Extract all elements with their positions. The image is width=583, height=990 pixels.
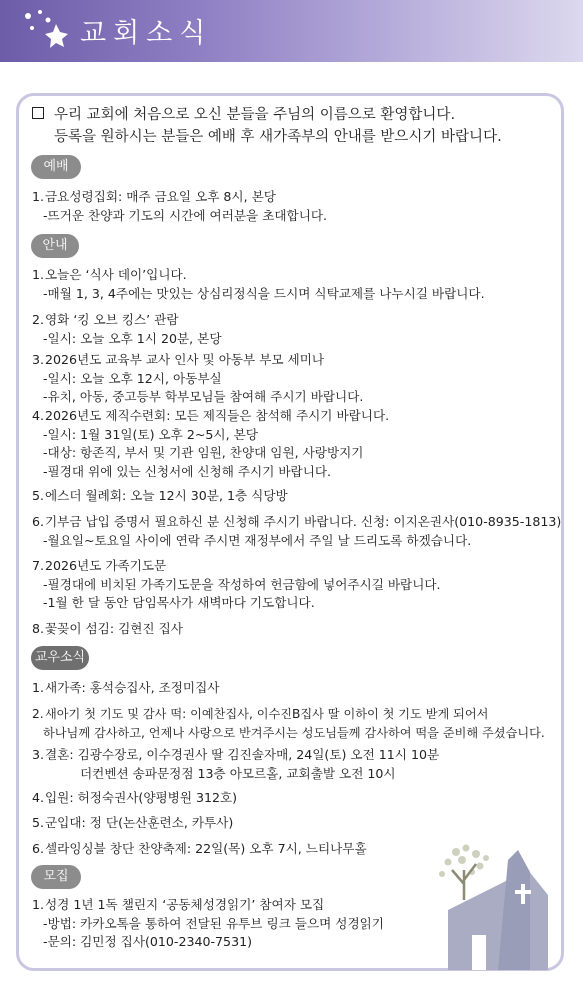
list-item: 8.꽃꽂이 섬김: 김현진 집사	[32, 621, 183, 636]
section-badge-members: 교우소식	[31, 646, 89, 670]
intro-line: 등록을 원하시는 분들은 예배 후 새가족부의 안내를 받으시기 바랍니다.	[54, 129, 502, 145]
sparkle-icon	[18, 6, 78, 54]
list-item: 2.영화 ‘킹 오브 킹스’ 관람 -일시: 오늘 오후 1시 20분, 본당	[32, 312, 222, 346]
page-header	[0, 0, 583, 62]
list-item: 1.새가족: 홍석승집사, 조정미집사	[32, 680, 220, 695]
church-tree-illustration-icon	[418, 840, 568, 970]
list-item: 1.성경 1년 1독 챌린지 ‘공동체성경읽기’ 참여자 모집 -방법: 카카오톡을 통하여 전달된 유투브 링크 들으며 성경읽기 -문의: 김민정 집사(010-2340-7531)	[32, 897, 384, 949]
welcome-intro	[32, 104, 557, 148]
list-item: 3.결혼: 김광수장로, 이수경권사 딸 김진솔자매, 24일(토) 오전 11시 10분 더컨벤션 송파문정점 13층 아모르홀, 교회출발 오전 10시	[32, 747, 440, 781]
list-item: 6.기부금 납입 증명서 필요하신 분 신청해 주시기 바랍니다. 신청: 이지온권사(010-8935-1813) -월요일~토요일 사이에 연락 주시면 재정부에서 주일 날 드리도록 하겠습니다.	[32, 514, 562, 548]
section-badge-worship: 예배	[31, 155, 81, 179]
list-item: 5.군입대: 정 단(논산훈련소, 카투사)	[32, 815, 234, 830]
list-item: 3.2026년도 교육부 교사 인사 및 아동부 부모 세미나 -일시: 오늘 오후 12시, 아동부실 -유치, 아동, 중고등부 학부모님들 참여해 주시기 바랍니다.	[32, 352, 364, 404]
list-item: 4.2026년도 제직수련회: 모든 제직들은 참석해 주시기 바랍니다. -일시: 1월 31일(토) 오후 2~5시, 본당 -대상: 항존직, 부서 및 기관 임원, 찬양대 임원, 사랑방지기 -필경대 위에 있는 신청서에 신청해 주시기 바랍니다.	[32, 408, 390, 479]
list-item: 7.2026년도 가족기도문 -필경대에 비치된 가족기도문을 작성하여 헌금함에 넣어주시길 바랍니다. -1월 한 달 동안 담임목사가 새벽마다 기도합니다.	[32, 558, 441, 610]
list-item: 1.금요성령집회: 매주 금요일 오후 8시, 본당 -뜨거운 찬양과 기도의 시간에 여러분을 초대합니다.	[32, 189, 328, 223]
list-item: 6.셀라잉싱블 창단 찬양축제: 22일(목) 오후 7시, 느티나무홀	[32, 841, 367, 856]
page-title: 교회소식	[80, 18, 213, 49]
section-badge-notice: 안내	[31, 234, 79, 258]
list-item: 5.에스더 월례회: 오늘 12시 30분, 1층 식당방	[32, 488, 288, 503]
list-item: 1.오늘은 ‘식사 데이’입니다. -매월 1, 3, 4주에는 맛있는 상심리정식을 드시며 식탁교제를 나누시길 바랍니다.	[32, 267, 485, 301]
list-item: 2.새아기 첫 기도 및 감사 떡: 이예찬집사, 이수진B집사 딸 이하이 첫 기도 받게 되어서 하나님께 감사하고, 언제나 사랑으로 반겨주시는 성도님들께 감사하여 떡을 준비해 주셨습니다.	[32, 707, 545, 740]
intro-line: 우리 교회에 처음으로 오신 분들을 주님의 이름으로 환영합니다.	[54, 107, 456, 123]
list-item: 4.입원: 허정숙권사(양평병원 312호)	[32, 790, 238, 805]
checkbox-bullet-icon	[32, 107, 44, 119]
section-badge-recruit: 모집	[31, 865, 81, 889]
